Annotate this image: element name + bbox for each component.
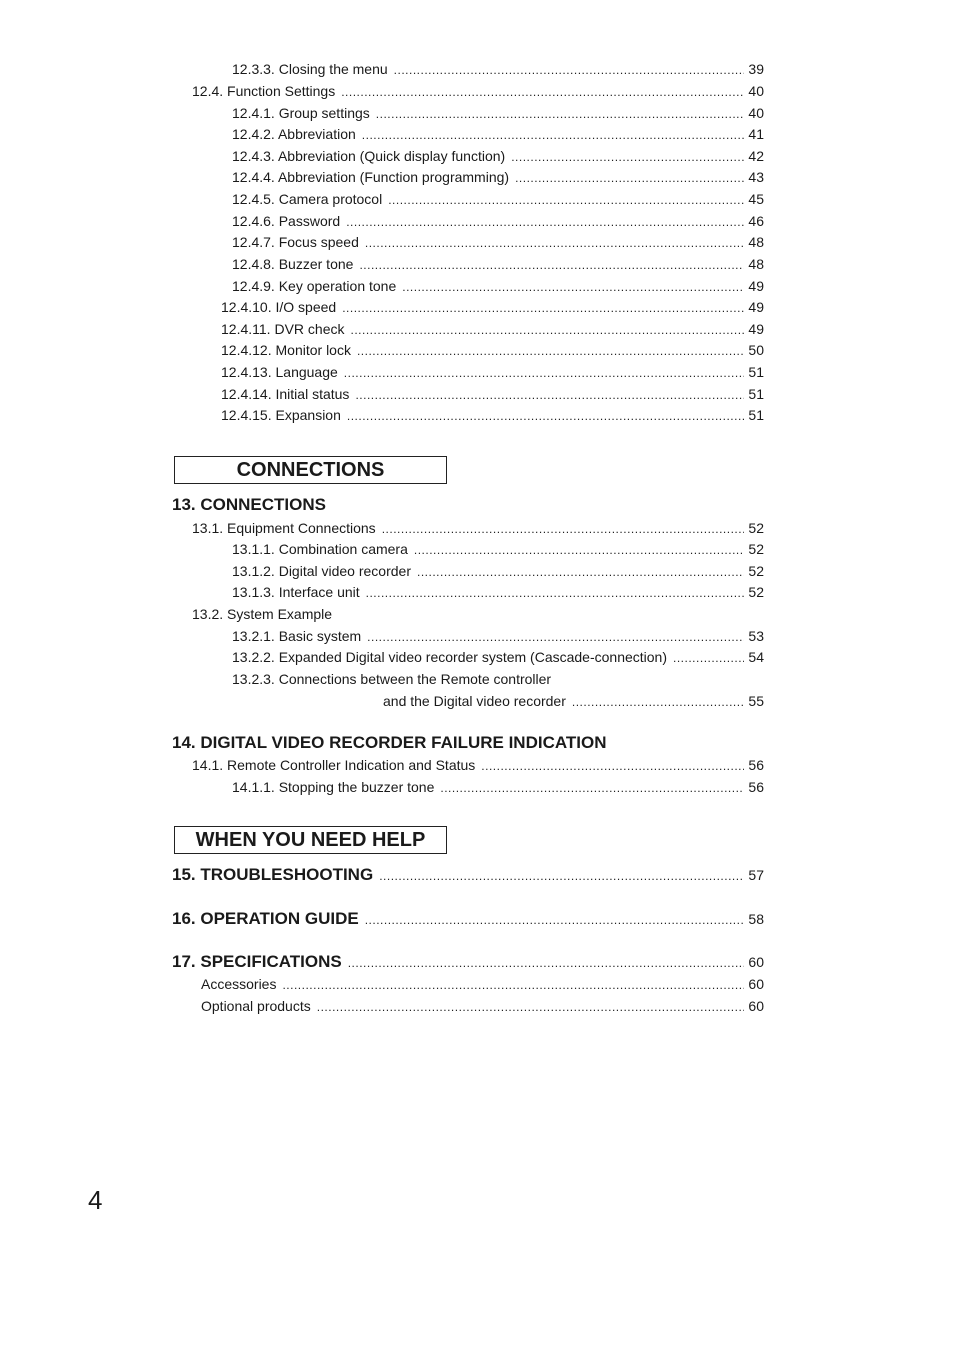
toc-entry: 13.2. System Example	[192, 606, 333, 622]
toc-entry: 12.4.6. Password ..... 46	[232, 211, 764, 231]
toc-entry: 12.4.12. Monitor lock ..... 50	[221, 340, 764, 360]
toc-chapter-16: 16. OPERATION GUIDE ..... 58	[172, 907, 764, 931]
toc-entry: 12.3.3. Closing the menu ..... 39	[232, 59, 764, 79]
toc-entry: 12.4.14. Initial status ..... 51	[221, 384, 764, 404]
toc-entry: 13.1.1. Combination camera ..... 52	[232, 539, 764, 559]
toc-entry: 12.4.4. Abbreviation (Function programming) ..... 43	[232, 167, 764, 187]
toc-entry: 12.4.5. Camera protocol ..... 45	[232, 189, 764, 209]
toc-entry: 12.4.1. Group settings ..... 40	[232, 103, 764, 123]
chapter-heading-14: 14. DIGITAL VIDEO RECORDER FAILURE INDICATION	[172, 733, 607, 752]
toc-entry: 12.4.10. I/O speed ..... 49	[221, 297, 764, 317]
toc-entry: 12.4.2. Abbreviation ..... 41	[232, 124, 764, 144]
toc-entry: 12.4.7. Focus speed ..... 48	[232, 232, 764, 252]
toc-chapter-17: 17. SPECIFICATIONS ..... 60	[172, 950, 764, 974]
toc-entry: 12.4.8. Buzzer tone ..... 48	[232, 254, 764, 274]
toc-entry: 12.4.3. Abbreviation (Quick display function) ..... 42	[232, 146, 764, 166]
toc-entry: and the Digital video recorder ..... 55	[383, 691, 764, 711]
section-box-connections: CONNECTIONS	[174, 456, 447, 484]
page-number: 4	[88, 1185, 103, 1215]
section-box-help: WHEN YOU NEED HELP	[174, 826, 447, 854]
toc-entry: 14.1. Remote Controller Indication and Status ..... 56	[192, 755, 764, 775]
toc-entry: 14.1.1. Stopping the buzzer tone ..... 56	[232, 777, 764, 797]
chapter-heading-13: 13. CONNECTIONS	[172, 495, 326, 514]
toc-entry: 13.2.2. Expanded Digital video recorder system (Cascade-connection) ..... 54	[232, 647, 764, 667]
toc-entry: Accessories ..... 60	[201, 974, 764, 994]
toc-entry: 13.1.3. Interface unit ..... 52	[232, 582, 764, 602]
toc-entry: 12.4.15. Expansion ..... 51	[221, 405, 764, 425]
toc-entry: 13.2.1. Basic system ..... 53	[232, 626, 764, 646]
toc-entry: 12.4. Function Settings ..... 40	[192, 81, 764, 101]
toc-entry: 13.1.2. Digital video recorder ..... 52	[232, 561, 764, 581]
toc-entry: 12.4.11. DVR check ..... 49	[221, 319, 764, 339]
toc-entry: 12.4.13. Language ..... 51	[221, 362, 764, 382]
toc-entry: 13.1. Equipment Connections ..... 52	[192, 518, 764, 538]
toc-chapter-15: 15. TROUBLESHOOTING ..... 57	[172, 863, 764, 887]
toc-entry: 13.2.3. Connections between the Remote controller	[232, 671, 552, 687]
toc-entry: Optional products ..... 60	[201, 996, 764, 1016]
toc-entry: 12.4.9. Key operation tone ..... 49	[232, 276, 764, 296]
